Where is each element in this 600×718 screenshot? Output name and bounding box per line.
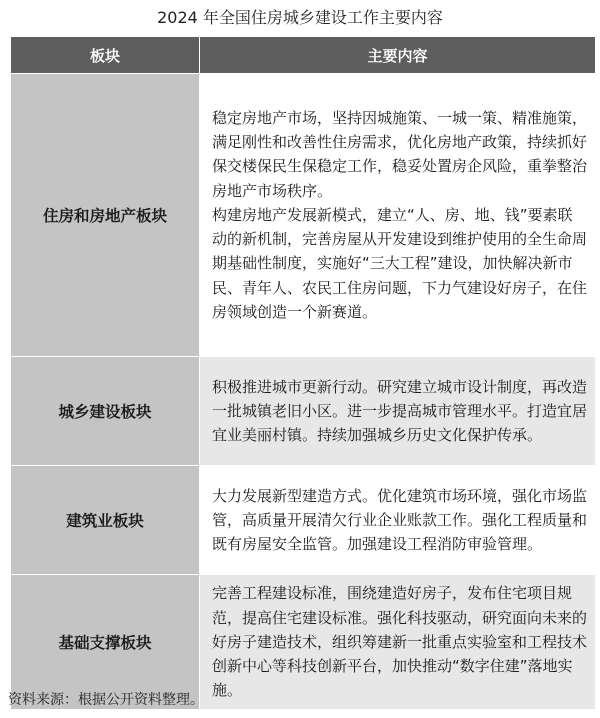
segment-cell: 建筑业板块 bbox=[11, 466, 200, 575]
header-content: 主要内容 bbox=[200, 37, 596, 74]
content-paragraph: 完善工程建设标准，围绕建造好房子，发布住宅项目规范，提高住宅建设标准。强化科技驱动，研究面向未来的好房子建造技术，组织筹建新一批重点实验室和工程技术创新中心等科技创新平台，加快推动“数字住建”落地实施。 bbox=[212, 584, 588, 700]
segment-cell: 基础支撑板块 bbox=[11, 575, 200, 710]
content-table bbox=[10, 36, 596, 710]
table-row bbox=[11, 74, 596, 357]
content-paragraph: 稳定房地产市场，坚持因城施策、一城一策、精准施策，满足刚性和改善性住房需求，优化房地产政策，持续抓好保交楼保民生保稳定工作，稳妥处置房企风险，重拳整治房地产市场秩序。 bbox=[212, 108, 588, 200]
segment-cell: 城乡建设板块 bbox=[11, 357, 200, 466]
table-row bbox=[11, 357, 596, 466]
content-cell bbox=[200, 466, 596, 575]
content-cell bbox=[200, 575, 596, 710]
content-paragraph: 构建房地产发展新模式，建立“人、房、地、钱”要素联动的新机制，完善房屋从开发建设到维护使用的全生命周期基础性制度，实施好“三大工程”建设，加快解决新市民、青年人、农民工住房问题，下力气建设好房子，在住房领域创造一个新赛道。 bbox=[212, 205, 588, 322]
source-note: 资料来源：根据公开资料整理。 bbox=[8, 692, 204, 708]
content-cell bbox=[200, 357, 596, 466]
content-paragraph: 大力发展新型建造方式。优化建筑市场环境，强化市场监管，高质量开展清欠行业企业账款工作。强化工程质量和既有房屋安全监管。加强建设工程消防审验管理。 bbox=[212, 486, 588, 554]
table-header-row bbox=[11, 37, 596, 74]
segment-cell: 住房和房地产板块 bbox=[11, 74, 200, 357]
content-paragraph: 积极推进城市更新行动。研究建立城市设计制度，再改造一批城镇老旧小区。进一步提高城市管理水平。打造宜居宜业美丽村镇。持续加强城乡历史文化保护传承。 bbox=[212, 377, 588, 445]
header-segment: 板块 bbox=[11, 37, 200, 74]
table-row bbox=[11, 466, 596, 575]
content-cell bbox=[200, 74, 596, 357]
page-title: 2024 年全国住房城乡建设工作主要内容 bbox=[157, 8, 443, 27]
